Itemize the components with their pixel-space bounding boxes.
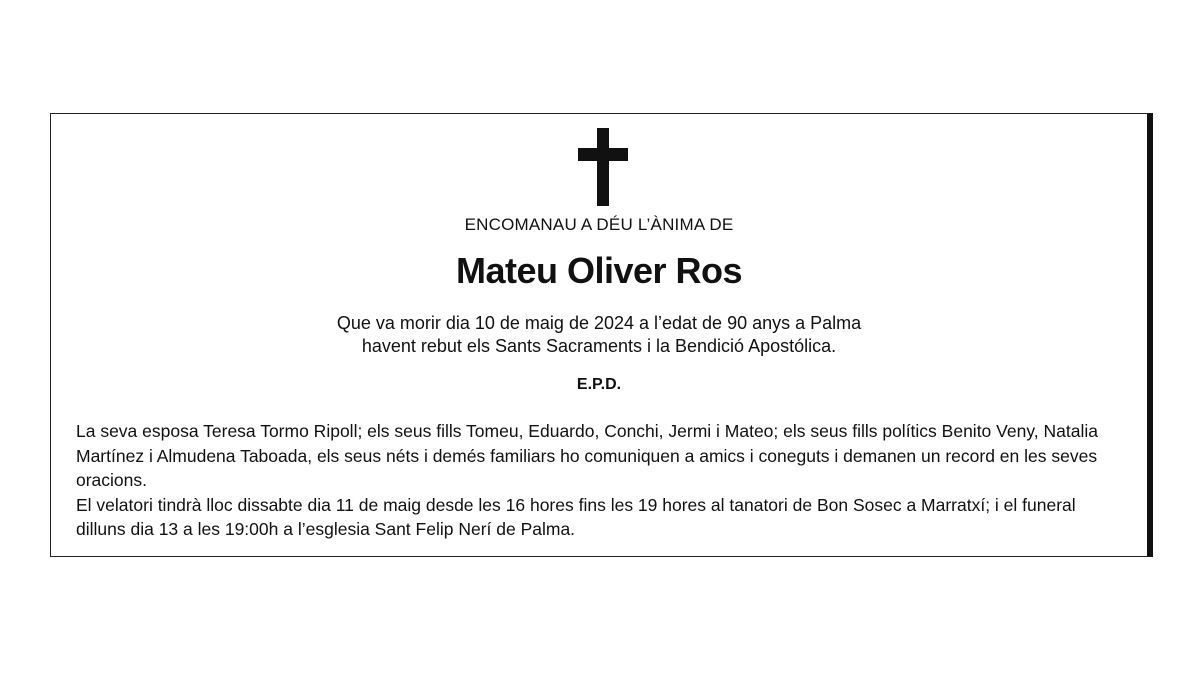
- cross-icon: [578, 128, 628, 206]
- death-line-1: Que va morir dia 10 de maig de 2024 a l’edat de 90 anys a Palma: [336, 313, 862, 333]
- deceased-name: Mateu Oliver Ros: [455, 250, 743, 291]
- obituary-notice: [50, 113, 1153, 557]
- epd-label: E.P.D.: [576, 376, 622, 393]
- death-line-2: havent rebut els Sants Sacraments i la Bendició Apostólica.: [361, 336, 837, 356]
- death-details: [51, 312, 1147, 358]
- services-paragraph: El velatori tindrà lloc dissabte dia 11 de maig desde les 16 hores fins les 19 hores al tanatori de Bon Sosec a Marratxí; i el funeral dilluns dia 13 a les 19:00h a l’esglesia Sant Felip Nerí de Palma.: [76, 494, 1076, 539]
- family-paragraph: La seva esposa Teresa Tormo Ripoll; els seus fills Tomeu, Eduardo, Conchi, Jermi i Mateo; els seus fills polítics Benito Veny, Natalia Martínez i Almudena Taboada, els seus néts i demés familiars ho comuniquen a amics i coneguts i demanen un record en les seves oracions.: [76, 421, 1098, 490]
- intro-heading: ENCOMANAU A DÉU L’ÀNIMA DE: [464, 215, 734, 234]
- notice-body: [76, 419, 1129, 542]
